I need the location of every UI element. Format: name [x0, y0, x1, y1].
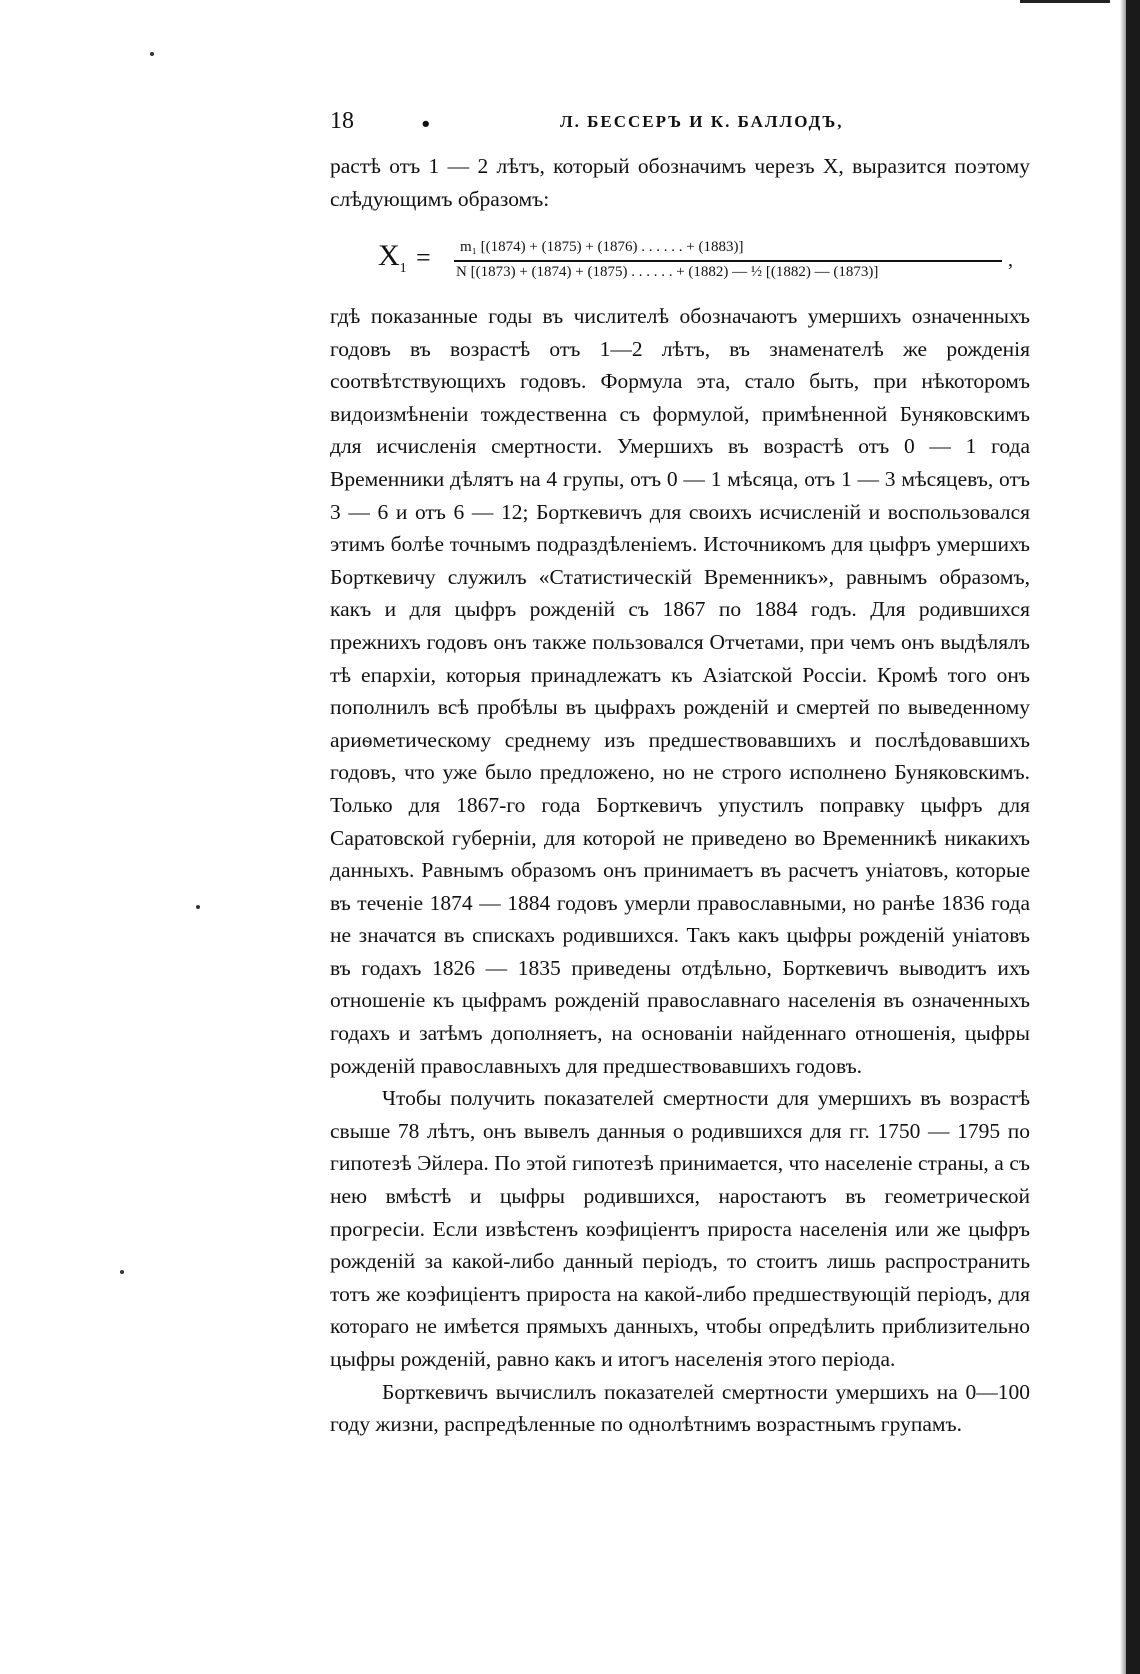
- scan-speck: [196, 905, 200, 909]
- page-edge-gradient: [1120, 0, 1126, 1674]
- paragraph-1: гдѣ показанные годы въ числителѣ обозначаютъ умершихъ означенныхъ годовъ въ возрастѣ отъ 1—2 лѣтъ, въ знаменателѣ же рожденія соотвѣтствующихъ годовъ. Формула эта, стало быть, при нѣкоторомъ видоизмѣненіи тождественна съ формулой, примѣненной Буняковскимъ для исчисленія смертности. Умершихъ въ возрастѣ отъ 0 — 1 года Временники дѣлятъ на 4 групы, отъ 0 — 1 мѣсяца, отъ 1 — 3 мѣсяцевъ, отъ 3 — 6 и отъ 6 — 12; Борткевичъ для своихъ исчисленій и воспользовался этимъ болѣе точнымъ подраздѣленіемъ. Источникомъ для цыфръ умершихъ Борткевичу служилъ «Статистическій Временникъ», равнымъ образомъ, какъ и для цыфръ рожденій съ 1867 по 1884 годъ. Для родившихся прежнихъ годовъ онъ также пользовался Отчетами, при чемъ онъ выдѣлялъ тѣ епархіи, которыя принадлежатъ къ Азіатской Россіи. Кромѣ того онъ пополнилъ всѣ пробѣлы въ цыфрахъ рожденій и смертей по выведенному ариѳметическому среднему изъ предшествовавшихъ и послѣдовавшихъ годовъ, что уже было предложено, но не строго исполнено Буняковскимъ. Только для 1867-го года Борткевичъ упустилъ поправку цыфръ для Саратовской губерніи, для которой не приведено во Временникѣ никакихъ данныхъ. Равнымъ образомъ онъ принимаетъ въ расчетъ уніатовъ, которые въ теченіе 1874 — 1884 годовъ умерли православными, но ранѣе 1836 года не значатся въ спискахъ родившихся. Такъ какъ цыфры рожденій уніатовъ въ годахъ 1826 — 1835 приведены отдѣльно, Борткевичъ выводитъ ихъ отношеніе къ цыфрамъ рожденій православнаго населенія въ означенныхъ годахъ и затѣмъ дополняетъ, на основаніи найденнаго отношенія, цыфры рожденій православныхъ для предшествовавшихъ годовъ.: [330, 304, 1030, 1078]
- page-header: [330, 108, 1030, 144]
- intro-text: растѣ отъ 1 — 2 лѣтъ, который обозначимъ черезъ X, выразится поэтому слѣдующимъ образомъ:: [330, 154, 1030, 211]
- formula-variable: [378, 239, 407, 277]
- scan-speck: [120, 1270, 124, 1274]
- formula-trailing-comma: ,: [1008, 249, 1013, 271]
- formula-equals: =: [416, 243, 431, 272]
- running-title: Л. БЕССЕРЪ И К. БАЛЛОДЪ,: [560, 112, 844, 131]
- page-edge-shadow: [1126, 0, 1140, 1674]
- formula-subscript: 1: [399, 261, 407, 276]
- intro-paragraph: [330, 150, 1030, 215]
- body-text: [330, 300, 1030, 1441]
- paragraph-3: Борткевичъ вычислилъ показателей смертности умершихъ на 0—100 году жизни, распредѣленные по однолѣтнимъ возрастнымъ групамъ.: [330, 1379, 1030, 1437]
- header-dot: •: [420, 114, 432, 135]
- scan-top-mark: [1020, 0, 1110, 3]
- formula-variable-letter: X: [378, 239, 400, 272]
- page-number: 18: [330, 108, 354, 134]
- formula: [370, 235, 1030, 295]
- paragraph-2: Чтобы получить показателей смертности для умершихъ въ возрастѣ свыше 78 лѣтъ, онъ вывелъ данныя о родившихся для гг. 1750 — 1795 по гипотезѣ Эйлера. По этой гипотезѣ принимается, что населеніе страны, а съ нею вмѣстѣ и цыфры родившихся, наростаютъ въ геометрической прогресіи. Если извѣстенъ коэфиціентъ прироста населенія или же цыфръ рожденій за какой-либо данный періодъ, то стоитъ лишь распространить тотъ же коэфиціентъ прироста на какой-либо предшествующій періодъ, для котораго не имѣется прямыхъ данныхъ, чтобы опредѣлить приблизительно цыфры рожденій, равно какъ и итогъ населенія этого періода.: [330, 1086, 1030, 1371]
- scan-speck: [150, 52, 154, 56]
- formula-denominator: N [(1873) + (1874) + (1875) . . . . . . + (1882) — ½ [(1882) — (1873)]: [456, 264, 879, 280]
- fraction-line: [454, 260, 1002, 262]
- formula-numerator: m₁ [(1874) + (1875) + (1876) . . . . . . + (1883)]: [460, 239, 744, 255]
